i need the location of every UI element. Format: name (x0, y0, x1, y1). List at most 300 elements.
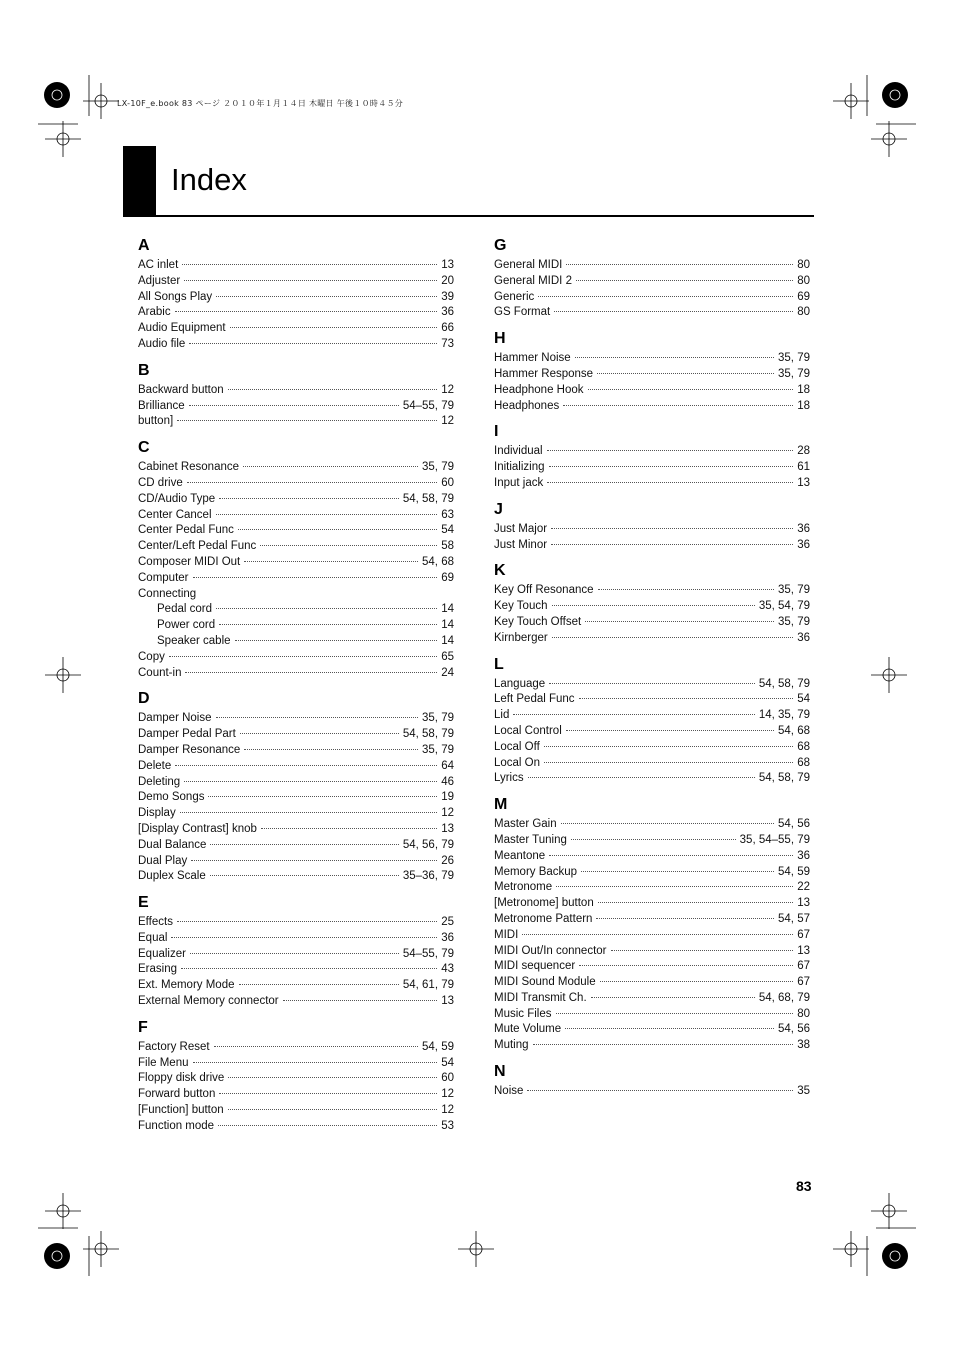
index-entry (494, 677, 810, 693)
entry-term: Initializing (494, 461, 545, 474)
entry-pages: 12 (441, 383, 454, 396)
index-entry (138, 337, 454, 353)
leader-dots (210, 875, 399, 876)
entry-term: Display (138, 807, 176, 820)
leader-dots (228, 1077, 437, 1078)
leader-dots (210, 844, 398, 845)
entry-term: Just Major (494, 522, 548, 535)
index-entry (494, 959, 810, 975)
index-entry (138, 822, 454, 838)
index-entry (138, 1103, 454, 1119)
leader-dots (230, 327, 438, 328)
entry-pages: 13 (797, 476, 810, 489)
entry-pages: 13 (797, 897, 810, 910)
index-entry (494, 290, 810, 306)
leader-dots (244, 749, 418, 750)
index-entry (138, 383, 454, 399)
entry-pages: 54, 56 (778, 818, 810, 831)
index-entry (494, 912, 810, 928)
section-letter: C (138, 439, 150, 457)
leader-dots (181, 968, 437, 969)
leader-dots (175, 311, 438, 312)
leader-dots (598, 589, 775, 590)
leader-dots (581, 871, 774, 872)
entry-term: Computer (138, 571, 189, 584)
leader-dots (527, 1090, 793, 1091)
entry-pages: 54 (797, 693, 810, 706)
leader-dots (591, 997, 755, 998)
leader-dots (563, 405, 793, 406)
entry-pages: 67 (797, 960, 810, 973)
entry-term: Memory Backup (494, 865, 578, 878)
index-entry (138, 618, 454, 634)
index-entry (138, 806, 454, 822)
leader-dots (575, 357, 774, 358)
leader-dots (177, 420, 437, 421)
entry-term: Left Pedal Func (494, 693, 575, 706)
index-entry (138, 258, 454, 274)
section-letter: N (494, 1063, 506, 1081)
entry-term: Lid (494, 709, 510, 722)
entry-pages: 54, 68, 79 (758, 991, 810, 1004)
index-section (494, 500, 810, 554)
leader-dots (576, 280, 793, 281)
leader-dots (513, 714, 754, 715)
entry-term: Adjuster (138, 274, 181, 287)
leader-dots (600, 981, 794, 982)
index-section (494, 1062, 810, 1100)
entry-term: Generic (494, 290, 535, 303)
entry-pages: 60 (441, 1072, 454, 1085)
index-entry (138, 1040, 454, 1056)
entry-term: GS Format (494, 306, 551, 319)
leader-dots (528, 777, 755, 778)
leader-dots (554, 311, 793, 312)
entry-pages: 35–36, 79 (402, 870, 454, 883)
entry-pages: 43 (441, 963, 454, 976)
index-entry (494, 305, 810, 321)
index-entry (138, 1087, 454, 1103)
leader-dots (552, 605, 755, 606)
leader-dots (235, 640, 438, 641)
index-entry (138, 634, 454, 650)
entry-pages: 36 (797, 849, 810, 862)
index-entry (494, 771, 810, 787)
index-entry (138, 571, 454, 587)
index-entry (138, 915, 454, 931)
entry-term: Meantone (494, 849, 546, 862)
index-entry (138, 399, 454, 415)
index-entry (494, 1084, 810, 1100)
index-section (138, 689, 454, 885)
entry-pages: 35, 79 (778, 584, 810, 597)
entry-term: Mute Volume (494, 1023, 562, 1036)
entry-term: Local On (494, 756, 541, 769)
leader-dots (177, 921, 437, 922)
title-rule (123, 215, 814, 217)
leader-dots (538, 296, 793, 297)
entry-pages: 61 (797, 461, 810, 474)
entry-term: AC inlet (138, 259, 179, 271)
section-letter: I (494, 423, 499, 441)
entry-term: [Display Contrast] knob (138, 822, 257, 835)
entry-pages: 18 (797, 383, 810, 396)
entry-term: Forward button (138, 1088, 216, 1101)
index-entry (494, 865, 810, 881)
leader-dots (216, 608, 437, 609)
entry-pages: 53 (441, 1119, 454, 1132)
leader-dots (551, 528, 793, 529)
entry-pages: 13 (441, 995, 454, 1008)
entry-term: MIDI Sound Module (494, 976, 596, 989)
entry-term: [Metronome] button (494, 897, 594, 910)
leader-dots (216, 717, 419, 718)
entry-term: Music Files (494, 1007, 552, 1020)
entry-pages: 36 (797, 522, 810, 535)
index-entry (138, 994, 454, 1010)
entry-term: Erasing (138, 963, 177, 976)
entry-term: CD/Audio Type (138, 492, 216, 505)
entry-term: Effects (138, 916, 173, 929)
entry-term: MIDI Transmit Ch. (494, 991, 587, 1004)
entry-term: All Songs Play (138, 290, 213, 303)
entry-pages: 58 (441, 540, 454, 553)
index-entry (494, 975, 810, 991)
entry-pages: 13 (441, 822, 454, 835)
entry-pages: 54, 56, 79 (402, 838, 454, 851)
index-entry (494, 274, 810, 290)
index-entry (138, 523, 454, 539)
leader-dots (549, 466, 794, 467)
entry-pages: 54–55, 79 (402, 947, 454, 960)
leader-dots (219, 498, 399, 499)
entry-pages: 35, 79 (422, 743, 454, 756)
index-entry (494, 944, 810, 960)
index-entry (494, 538, 810, 554)
entry-pages: 80 (797, 306, 810, 319)
entry-pages: 26 (441, 854, 454, 867)
index-section (138, 1018, 454, 1135)
entry-pages: 36 (441, 931, 454, 944)
entry-pages: 80 (797, 274, 810, 287)
entry-pages: 54, 59 (422, 1040, 454, 1053)
entry-term: File Menu (138, 1056, 189, 1069)
index-entry (494, 880, 810, 896)
index-entry (138, 727, 454, 743)
entry-pages: 13 (441, 259, 454, 271)
leader-dots (571, 839, 736, 840)
page-title: Index (171, 162, 247, 197)
index-entry (494, 399, 810, 415)
leader-dots (283, 1000, 438, 1001)
entry-term: Local Off (494, 740, 540, 753)
index-entry (494, 599, 810, 615)
index-entry (138, 539, 454, 555)
entry-pages: 54, 61, 79 (402, 979, 454, 992)
index-entry (494, 476, 810, 492)
entry-pages: 36 (797, 631, 810, 644)
entry-term: Speaker cable (157, 634, 231, 647)
leader-dots (185, 672, 437, 673)
entry-pages: 60 (441, 476, 454, 489)
index-entry (138, 321, 454, 337)
entry-term: MIDI (494, 928, 519, 941)
leader-dots (191, 860, 437, 861)
index-entry (138, 460, 454, 476)
entry-pages: 46 (441, 775, 454, 788)
leader-dots (566, 264, 793, 265)
section-letter: D (138, 690, 150, 708)
entry-pages: 14 (441, 619, 454, 632)
entry-pages: 24 (441, 666, 454, 679)
entry-term: Local Control (494, 724, 562, 737)
entry-term: Key Touch Offset (494, 615, 582, 628)
index-entry (138, 650, 454, 666)
entry-term: Metronome (494, 881, 553, 894)
entry-pages: 65 (441, 650, 454, 663)
index-section (494, 655, 810, 788)
leader-dots (171, 937, 437, 938)
entry-pages: 67 (797, 928, 810, 941)
title-block (123, 146, 156, 216)
entry-term: CD drive (138, 476, 183, 489)
entry-term: [Function] button (138, 1104, 224, 1117)
entry-pages: 64 (441, 759, 454, 772)
index-section (138, 361, 454, 430)
entry-pages: 54, 57 (778, 912, 810, 925)
index-entry (494, 1038, 810, 1054)
entry-pages: 13 (797, 944, 810, 957)
entry-term: Duplex Scale (138, 870, 206, 883)
entry-term: Damper Resonance (138, 743, 241, 756)
entry-term: Arabic (138, 306, 171, 319)
leader-dots (189, 343, 437, 344)
leader-dots (239, 984, 399, 985)
leader-dots (228, 389, 438, 390)
index-entry (494, 258, 810, 274)
entry-term: Demo Songs (138, 791, 205, 804)
section-letter: J (494, 500, 503, 518)
entry-term: Deleting (138, 775, 181, 788)
index-section (494, 329, 810, 414)
leader-dots (218, 1125, 437, 1126)
leader-dots (216, 514, 438, 515)
entry-pages: 63 (441, 508, 454, 521)
entry-pages: 12 (441, 807, 454, 820)
entry-pages: 19 (441, 791, 454, 804)
index-entry (138, 305, 454, 321)
leader-dots (214, 1046, 418, 1047)
entry-pages: 54, 59 (778, 865, 810, 878)
entry-pages: 54, 58, 79 (758, 677, 810, 690)
entry-term: Headphone Hook (494, 383, 584, 396)
leader-dots (184, 280, 437, 281)
index-entry (138, 775, 454, 791)
entry-term: Backward button (138, 383, 224, 396)
leader-dots (549, 855, 793, 856)
section-letter: M (494, 796, 508, 814)
index-entry (494, 383, 810, 399)
index-entry (494, 460, 810, 476)
entry-term: Input jack (494, 476, 544, 489)
index-entry (494, 615, 810, 631)
section-letter: B (138, 361, 150, 379)
entry-term: Hammer Response (494, 367, 594, 380)
section-letter: H (494, 330, 506, 348)
entry-pages: 35, 79 (422, 712, 454, 725)
index-section (494, 561, 810, 646)
leader-dots (585, 621, 774, 622)
index-entry (138, 602, 454, 618)
entry-pages: 38 (797, 1039, 810, 1052)
entry-pages: 80 (797, 1007, 810, 1020)
leader-dots (547, 482, 793, 483)
entry-pages: 66 (441, 322, 454, 335)
leader-dots (566, 730, 774, 731)
leader-dots (193, 1062, 438, 1063)
index-entry (494, 849, 810, 865)
entry-term: Equal (138, 931, 168, 944)
leader-dots (551, 544, 793, 545)
entry-pages: 22 (797, 881, 810, 894)
index-entry (494, 522, 810, 538)
entry-pages: 35, 54, 79 (758, 600, 810, 613)
entry-pages: 39 (441, 290, 454, 303)
leader-dots (556, 1013, 794, 1014)
section-letter: A (138, 237, 150, 254)
leader-dots (549, 683, 755, 684)
leader-dots (240, 733, 399, 734)
index-entry (494, 444, 810, 460)
entry-term: Individual (494, 445, 543, 458)
entry-term: Audio Equipment (138, 322, 226, 335)
entry-pages: 54 (441, 524, 454, 537)
entry-term: Audio file (138, 337, 186, 350)
entry-pages: 28 (797, 445, 810, 458)
leader-dots (228, 1109, 438, 1110)
page-number: 83 (796, 1178, 812, 1194)
entry-term: Key Touch (494, 600, 548, 613)
entry-term: External Memory connector (138, 995, 279, 1008)
index-entry (138, 587, 454, 603)
entry-term: Master Tuning (494, 833, 567, 846)
entry-pages: 12 (441, 1104, 454, 1117)
entry-term: Muting (494, 1039, 529, 1052)
index-entry (494, 1022, 810, 1038)
entry-pages: 69 (441, 571, 454, 584)
section-letter: G (494, 237, 507, 254)
index-entry (138, 555, 454, 571)
index-entry (138, 790, 454, 806)
index-entry (138, 1119, 454, 1135)
entry-term: Damper Pedal Part (138, 728, 236, 741)
entry-term: Power cord (157, 619, 216, 632)
entry-pages: 12 (441, 415, 454, 428)
section-letter: E (138, 894, 149, 912)
entry-pages: 36 (441, 306, 454, 319)
index-entry (494, 833, 810, 849)
entry-term: Damper Noise (138, 712, 212, 725)
entry-term: button] (138, 415, 174, 428)
leader-dots (522, 934, 793, 935)
index-entry (138, 1071, 454, 1087)
entry-pages: 12 (441, 1088, 454, 1101)
leader-dots (596, 918, 774, 919)
entry-term: Center Cancel (138, 508, 212, 521)
leader-dots (565, 1028, 774, 1029)
index-entry (138, 869, 454, 885)
index-section (494, 795, 810, 1054)
entry-term: Noise (494, 1085, 524, 1098)
leader-dots (544, 746, 793, 747)
entry-term: Key Off Resonance (494, 584, 594, 597)
index-entry (494, 896, 810, 912)
entry-pages: 35, 79 (778, 615, 810, 628)
leader-dots (184, 781, 437, 782)
leader-dots (561, 823, 774, 824)
entry-term: Metronome Pattern (494, 912, 593, 925)
index-entry (494, 367, 810, 383)
section-letter: L (494, 655, 504, 673)
section-letter: K (494, 562, 506, 580)
entry-pages: 14 (441, 634, 454, 647)
index-section (494, 236, 810, 321)
index-column-right (494, 236, 810, 1108)
entry-term: Dual Balance (138, 838, 207, 851)
entry-term: Kirnberger (494, 631, 548, 644)
entry-pages: 54, 56 (778, 1023, 810, 1036)
entry-term: Headphones (494, 399, 560, 412)
leader-dots (547, 450, 794, 451)
leader-dots (175, 765, 437, 766)
index-entry (494, 991, 810, 1007)
entry-pages: 54, 58, 79 (758, 772, 810, 785)
entry-term: Lyrics (494, 772, 524, 785)
entry-pages: 35, 79 (422, 461, 454, 474)
leader-dots (556, 886, 793, 887)
leader-dots (579, 698, 794, 699)
entry-term: General MIDI 2 (494, 274, 572, 287)
leader-dots (190, 953, 399, 954)
entry-term: Cabinet Resonance (138, 461, 240, 474)
index-section (138, 236, 454, 353)
entry-term: Center/Left Pedal Func (138, 540, 257, 553)
entry-term: Language (494, 677, 546, 690)
leader-dots (244, 561, 418, 562)
index-entry (138, 978, 454, 994)
entry-term: Ext. Memory Mode (138, 979, 235, 992)
print-header: LX-10F_e.book 83 ページ ２０１０年１月１４日 木曜日 午後１０時４５分 (117, 99, 404, 108)
entry-term: Hammer Noise (494, 352, 571, 365)
leader-dots (238, 529, 437, 530)
leader-dots (208, 796, 437, 797)
entry-term: Dual Play (138, 854, 188, 867)
index-entry (138, 666, 454, 682)
index-entry (138, 492, 454, 508)
index-section (138, 893, 454, 1010)
entry-pages: 18 (797, 399, 810, 412)
leader-dots (533, 1044, 794, 1045)
leader-dots (219, 624, 437, 625)
index-section (138, 438, 454, 681)
leader-dots (260, 545, 437, 546)
index-entry (138, 1056, 454, 1072)
entry-term: Equalizer (138, 947, 186, 960)
index-entry (138, 711, 454, 727)
entry-pages: 67 (797, 976, 810, 989)
leader-dots (598, 902, 793, 903)
leader-dots (219, 1093, 437, 1094)
